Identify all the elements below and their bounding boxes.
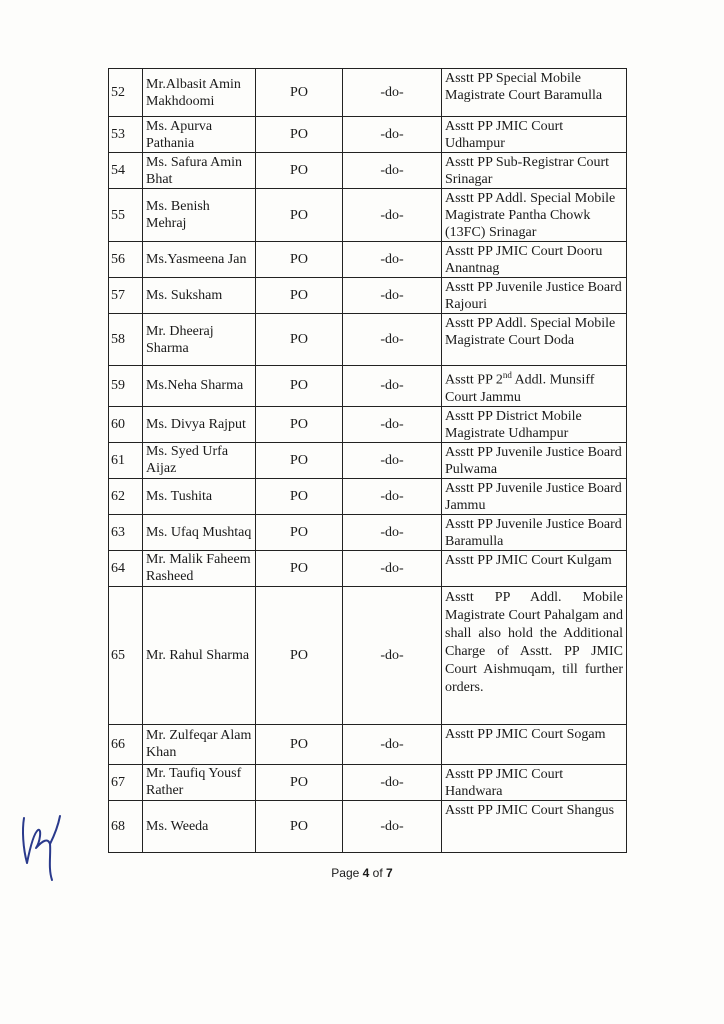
officer-name: Ms.Yasmeena Jan (143, 242, 256, 278)
post-cell: PO (256, 189, 343, 242)
ditto-cell: -do- (343, 764, 442, 800)
serial-number: 58 (109, 314, 143, 366)
posting-cell: Asstt PP Juvenile Justice Board Baramulla (442, 514, 627, 550)
table-row (109, 189, 627, 242)
current-page: 4 (362, 866, 370, 880)
post-cell: PO (256, 442, 343, 478)
ditto-cell: -do- (343, 69, 442, 117)
posting-cell: Asstt PP Sub-Registrar Court Srinagar (442, 153, 627, 189)
serial-number: 54 (109, 153, 143, 189)
ordinal-suffix: nd (502, 370, 512, 380)
officer-name: Ms. Benish Mehraj (143, 189, 256, 242)
appointments-table-wrap (108, 68, 623, 853)
serial-number: 53 (109, 117, 143, 153)
post-cell: PO (256, 586, 343, 724)
post-cell: PO (256, 478, 343, 514)
post-cell: PO (256, 153, 343, 189)
post-cell: PO (256, 514, 343, 550)
ditto-cell: -do- (343, 442, 442, 478)
ditto-cell: -do- (343, 586, 442, 724)
table-row (109, 117, 627, 153)
posting-cell: Asstt PP Juvenile Justice Board Pulwama (442, 442, 627, 478)
table-row (109, 800, 627, 852)
table-row (109, 153, 627, 189)
post-cell: PO (256, 406, 343, 442)
officer-name: Ms. Ufaq Mushtaq (143, 514, 256, 550)
ditto-cell: -do- (343, 800, 442, 852)
officer-name: Ms. Apurva Pathania (143, 117, 256, 153)
serial-number: 55 (109, 189, 143, 242)
serial-number: 66 (109, 724, 143, 764)
posting-cell: Asstt PP JMIC Court Dooru Anantnag (442, 242, 627, 278)
ditto-cell: -do- (343, 242, 442, 278)
ditto-cell: -do- (343, 724, 442, 764)
posting-cell: Asstt PP Juvenile Justice Board Rajouri (442, 278, 627, 314)
table-row (109, 478, 627, 514)
officer-name: Mr. Taufiq Yousf Rather (143, 764, 256, 800)
officer-name: Ms. Suksham (143, 278, 256, 314)
table-row (109, 69, 627, 117)
post-cell: PO (256, 800, 343, 852)
serial-number: 67 (109, 764, 143, 800)
ditto-cell: -do- (343, 314, 442, 366)
serial-number: 63 (109, 514, 143, 550)
table-row (109, 586, 627, 724)
posting-cell: Asstt PP JMIC Court Shangus (442, 800, 627, 852)
officer-name: Mr. Malik Faheem Rasheed (143, 550, 256, 586)
page-number (0, 866, 724, 880)
ditto-cell: -do- (343, 117, 442, 153)
serial-number: 52 (109, 69, 143, 117)
page-separator: of (369, 866, 387, 880)
post-cell: PO (256, 366, 343, 407)
posting-text-end: Addl. Munsiff Court Jammu (445, 372, 595, 405)
post-cell: PO (256, 69, 343, 117)
serial-number: 68 (109, 800, 143, 852)
officer-name: Mr. Dheeraj Sharma (143, 314, 256, 366)
post-cell: PO (256, 764, 343, 800)
serial-number: 65 (109, 586, 143, 724)
posting-text-start: Asstt PP 2 (445, 372, 503, 388)
ditto-cell: -do- (343, 478, 442, 514)
table-row (109, 550, 627, 586)
ditto-cell: -do- (343, 278, 442, 314)
serial-number: 62 (109, 478, 143, 514)
officer-name: Ms. Syed Urfa Aijaz (143, 442, 256, 478)
officer-name: Mr. Rahul Sharma (143, 586, 256, 724)
officer-name: Ms.Neha Sharma (143, 366, 256, 407)
table-row (109, 724, 627, 764)
officer-name: Mr.Albasit Amin Makhdoomi (143, 69, 256, 117)
officer-name: Ms. Weeda (143, 800, 256, 852)
table-row (109, 366, 627, 407)
posting-cell: Asstt PP Juvenile Justice Board Jammu (442, 478, 627, 514)
posting-cell: Asstt PP JMIC Court Handwara (442, 764, 627, 800)
post-cell: PO (256, 278, 343, 314)
serial-number: 57 (109, 278, 143, 314)
serial-number: 61 (109, 442, 143, 478)
table-row (109, 242, 627, 278)
officer-name: Ms. Tushita (143, 478, 256, 514)
appointments-table (108, 68, 627, 853)
post-cell: PO (256, 242, 343, 278)
posting-cell: Asstt PP Special Mobile Magistrate Court Baramulla (442, 69, 627, 117)
table-row (109, 514, 627, 550)
table-row (109, 442, 627, 478)
posting-cell: Asstt PP Addl. Mobile Magistrate Court Pahalgam and shall also hold the Additional Charge of Asstt. PP JMIC Court Aishmuqam, till further orders. (442, 586, 627, 724)
post-cell: PO (256, 724, 343, 764)
posting-cell: Asstt PP Addl. Special Mobile Magistrate Court Doda (442, 314, 627, 366)
serial-number: 56 (109, 242, 143, 278)
total-pages: 7 (386, 866, 393, 880)
ditto-cell: -do- (343, 189, 442, 242)
table-row (109, 314, 627, 366)
serial-number: 60 (109, 406, 143, 442)
post-cell: PO (256, 314, 343, 366)
ditto-cell: -do- (343, 550, 442, 586)
ditto-cell: -do- (343, 366, 442, 407)
serial-number: 59 (109, 366, 143, 407)
table-row (109, 278, 627, 314)
page-label: Page (331, 866, 363, 880)
table-row (109, 764, 627, 800)
serial-number: 64 (109, 550, 143, 586)
ditto-cell: -do- (343, 406, 442, 442)
posting-cell: Asstt PP Addl. Special Mobile Magistrate Pantha Chowk (13FC) Srinagar (442, 189, 627, 242)
post-cell: PO (256, 117, 343, 153)
posting-cell: Asstt PP JMIC Court Udhampur (442, 117, 627, 153)
officer-name: Ms. Divya Rajput (143, 406, 256, 442)
table-row (109, 406, 627, 442)
ditto-cell: -do- (343, 153, 442, 189)
posting-cell: Asstt PP JMIC Court Sogam (442, 724, 627, 764)
ditto-cell: -do- (343, 514, 442, 550)
posting-cell: Asstt PP JMIC Court Kulgam (442, 550, 627, 586)
officer-name: Mr. Zulfeqar Alam Khan (143, 724, 256, 764)
posting-cell: Asstt PP District Mobile Magistrate Udhampur (442, 406, 627, 442)
officer-name: Ms. Safura Amin Bhat (143, 153, 256, 189)
posting-cell (442, 366, 627, 407)
post-cell: PO (256, 550, 343, 586)
